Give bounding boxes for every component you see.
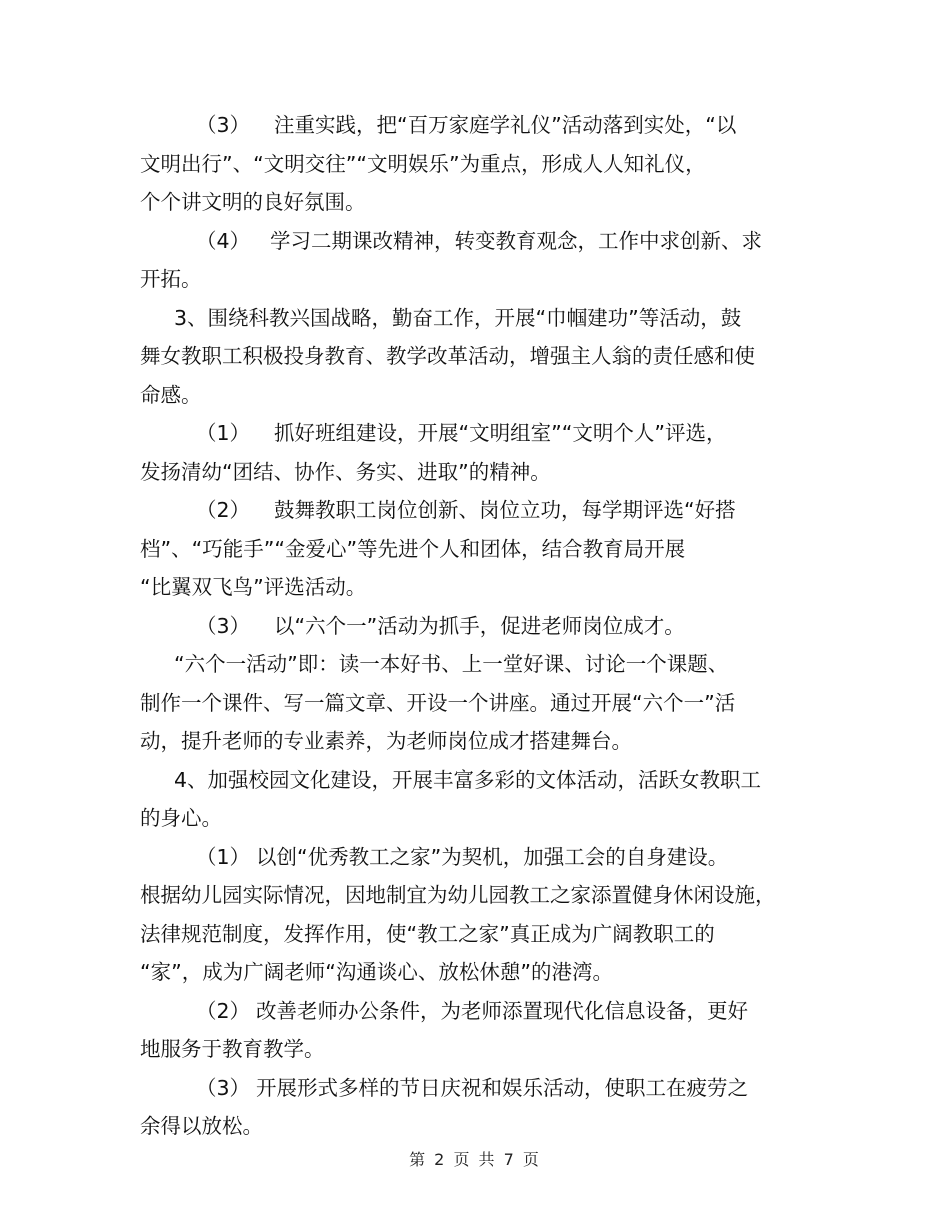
paragraph xyxy=(140,491,810,607)
text-line xyxy=(140,222,810,261)
text-line xyxy=(140,838,810,877)
line-text: 注重实践，把“百万家庭学礼仪”活动落到实处，“以 xyxy=(274,113,737,137)
text-line xyxy=(140,491,810,530)
paragraph xyxy=(140,992,810,1069)
item-number: （1） xyxy=(196,844,251,869)
text-line: 余得以放松。 xyxy=(140,1114,263,1138)
paragraph xyxy=(140,106,810,222)
paragraph xyxy=(140,838,810,992)
text-line: 文明出行”、“文明交往”“文明娱乐”为重点，形成人人知礼仪， xyxy=(140,151,706,176)
item-number: （2） xyxy=(196,998,251,1023)
line-text: 以“六个一”活动为抓手，促进老师岗位成才。 xyxy=(274,613,685,638)
text-line xyxy=(140,992,810,1031)
text-line: 法律规范制度，发挥作用，使“教工之家”真正成为广阔教职工的 xyxy=(140,921,715,946)
line-text: 抓好班组建设，开展“文明组室”“文明个人”评选， xyxy=(274,421,727,445)
text-line xyxy=(140,1069,810,1108)
text-line: 4、加强校园文化建设，开展丰富多彩的文体活动，活跃女教职工 xyxy=(174,767,762,792)
text-line: 地服务于教育教学。 xyxy=(140,1037,325,1061)
paragraph xyxy=(140,1069,810,1146)
item-number: （1） xyxy=(196,421,251,445)
paragraph xyxy=(140,414,810,491)
page-number-footer: 第 2 页 共 7 页 xyxy=(409,1150,541,1169)
paragraph xyxy=(140,761,810,838)
item-number: （3） xyxy=(196,113,251,137)
paragraph xyxy=(140,299,810,415)
paragraph xyxy=(140,607,810,646)
item-number: （2） xyxy=(196,498,251,522)
line-text: 开展形式多样的节日庆祝和娱乐活动，使职工在疲劳之 xyxy=(256,1075,748,1100)
paragraph xyxy=(140,222,810,299)
line-text: 学习二期课改精神，转变教育观念，工作中求创新、求 xyxy=(270,228,762,253)
line-text: 改善老师办公条件，为老师添置现代化信息设备，更好 xyxy=(256,998,748,1023)
text-line: 3、围绕科教兴国战略，勤奋工作，开展“巾帼建功”等活动，鼓 xyxy=(174,305,742,330)
line-text: 以创“优秀教工之家”为契机，加强工会的自身建设。 xyxy=(256,844,729,869)
text-line: 发扬清幼“团结、协作、务实、进取”的精神。 xyxy=(140,459,551,484)
item-number: （3） xyxy=(196,1075,251,1100)
text-line xyxy=(140,607,810,646)
text-line: 开拓。 xyxy=(140,267,202,291)
text-line: “家”，成为广阔老师“沟通谈心、放松休憩”的港湾。 xyxy=(140,960,613,984)
item-number: （3） xyxy=(196,613,251,638)
text-line: 舞女教职工积极投身教育、教学改革活动，增强主人翁的责任感和使 xyxy=(140,344,755,368)
paragraph xyxy=(140,645,810,761)
item-number: （4） xyxy=(196,228,251,253)
text-line: “六个一活动”即：读一本好书、上一堂好课、讨论一个课题、 xyxy=(174,652,729,676)
text-line: “比翼双飞鸟”评选活动。 xyxy=(140,575,367,599)
text-line xyxy=(140,414,810,453)
text-line: 命感。 xyxy=(140,382,202,407)
text-line: 动，提升老师的专业素养，为老师岗位成才搭建舞台。 xyxy=(140,729,632,753)
text-line: 档”、“巧能手”“金爱心”等先进个人和团体，结合教育局开展 xyxy=(140,536,686,561)
text-line xyxy=(140,106,810,145)
text-line: 个个讲文明的良好氛围。 xyxy=(140,190,366,214)
line-text: 鼓舞教职工岗位创新、岗位立功，每学期评选“好搭 xyxy=(274,498,736,522)
document-body xyxy=(140,106,810,1146)
text-line: 的身心。 xyxy=(140,806,222,830)
text-line: 制作一个课件、写一篇文章、开设一个讲座。通过开展“六个一”活 xyxy=(140,690,736,715)
text-line: 根据幼儿园实际情况，因地制宜为幼儿园教工之家添置健身休闲设施， xyxy=(140,883,776,907)
